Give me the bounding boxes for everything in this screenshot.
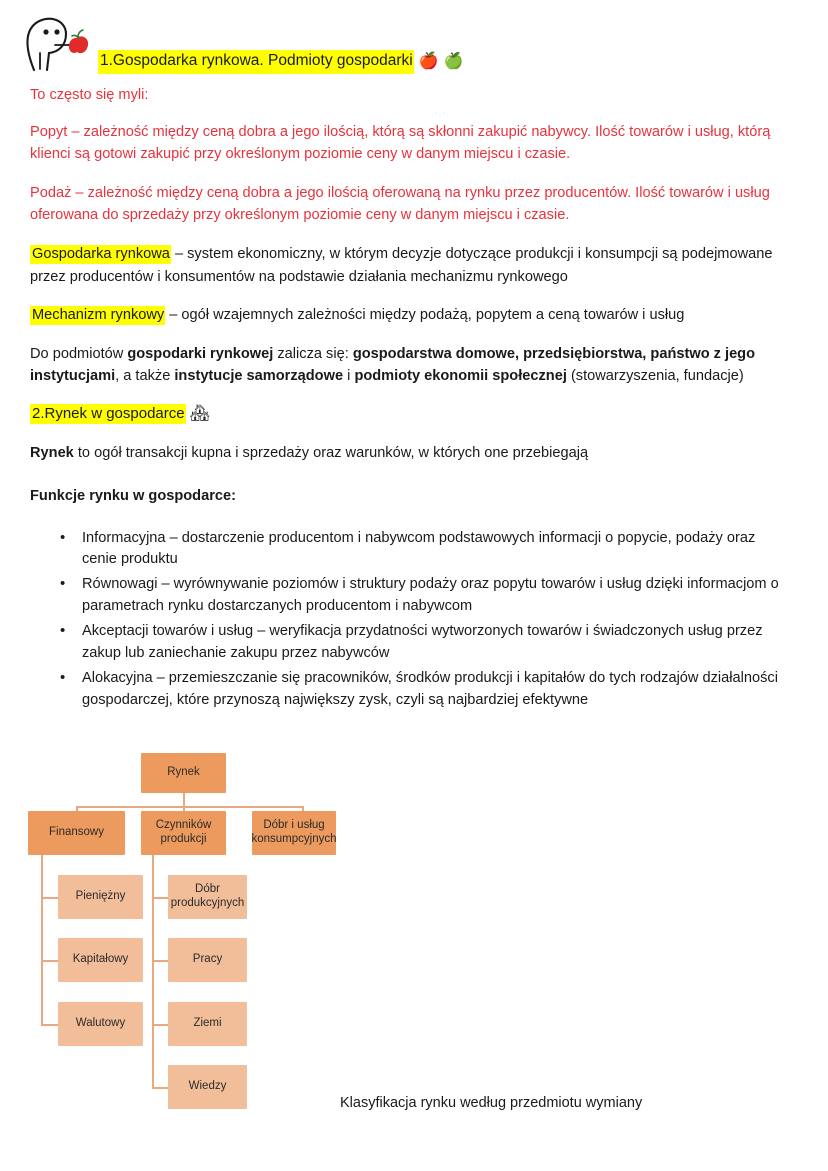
connector xyxy=(152,960,169,962)
page-title-row xyxy=(98,50,464,74)
diagram-node-kapitalowy: Kapitałowy xyxy=(58,938,143,982)
podmioty-text-1: Do podmiotów xyxy=(30,345,128,362)
funkcje-heading-text: Funkcje rynku w gospodarce: xyxy=(30,487,236,504)
podmioty-text-5: (stowarzyszenia, fundacje) xyxy=(566,368,744,385)
green-apple-icon: 🍏 xyxy=(443,52,464,70)
connector xyxy=(152,855,154,1088)
diagram-node-walutowy: Walutowy xyxy=(58,1002,143,1046)
definition-popyt: Popyt – zależność między ceną dobra a jego ilością, którą są skłonni zakupić nabywcy. Ilość towarów i usług, którą klienci są gotowi zakupić przy określonym poziomie ceny w danym miejscu i czasie. xyxy=(30,123,771,163)
paragraph-podmioty xyxy=(30,343,792,388)
bullet-icon: • xyxy=(60,622,66,640)
connector xyxy=(152,1087,169,1089)
diagram-node-finansowy: Finansowy xyxy=(28,811,125,855)
diagram-node-ziemi: Ziemi xyxy=(168,1002,247,1046)
diagram-node-dobr-produkcyjnych: Dóbr produkcyjnych xyxy=(168,875,247,919)
podmioty-bold-1: gospodarki rynkowej xyxy=(127,345,274,362)
list-item xyxy=(60,528,792,572)
podmioty-text-2: zalicza się: xyxy=(273,345,353,362)
section-2-heading-row xyxy=(30,404,792,424)
podmioty-bold-4: podmioty ekonomii społecznej xyxy=(354,368,567,385)
diagram-node-pieniezny: Pieniężny xyxy=(58,875,143,919)
diagram-node-root: Rynek xyxy=(141,753,226,793)
market-classification-diagram xyxy=(0,745,828,1145)
podmioty-text-4: i xyxy=(343,368,355,385)
funkcje-heading xyxy=(30,485,792,508)
term-rynek: Rynek xyxy=(30,445,74,462)
diagram-caption: Klasyfikacja rynku według przedmiotu wymiany xyxy=(340,1095,643,1111)
list-item xyxy=(60,621,792,665)
stick-figure-doodle-icon xyxy=(16,12,96,74)
definition-rynek xyxy=(30,442,792,465)
list-item-label: Alokacyjna – przemieszczanie się pracowników, środków produkcji i kapitałów do tych rodzajów działalności gospodarczej, które przynoszą największy zysk, czyli są najbardziej efektywne xyxy=(82,669,778,708)
term-rynek-body: to ogół transakcji kupna i sprzedaży oraz warunków, w których one przebiegają xyxy=(73,445,589,462)
section-2-heading: 2.Rynek w gospodarce xyxy=(32,405,185,423)
houses-icon: 🏘 xyxy=(189,405,211,423)
bullet-icon: • xyxy=(60,668,66,686)
connector xyxy=(41,960,59,962)
connector xyxy=(152,1024,169,1026)
term-gospodarka-rynkowa: Gospodarka rynkowa xyxy=(32,246,170,263)
diagram-node-pracy: Pracy xyxy=(168,938,247,982)
list-item-label: Akceptacji towarów i usług – weryfikacja przydatności wytworzonych towarów i świadczonych usług przez zakup lub zaniechanie zakupu przez nabywców xyxy=(82,623,763,662)
connector xyxy=(41,897,59,899)
diagram-node-wiedzy: Wiedzy xyxy=(168,1065,247,1109)
definition-podaz: Podaż – zależność między ceną dobra a jego ilością oferowaną na rynku przez producentów. Ilość towarów i usług oferowana do sprzedaży przy określonym poziomie ceny w danym miejscu i czasie. xyxy=(30,184,770,224)
podmioty-text-3: , a także xyxy=(115,368,175,385)
diagram-node-czynnikow-produkcji: Czynników produkcji xyxy=(141,811,226,855)
document-header xyxy=(0,0,828,84)
red-apple-icon: 🍎 xyxy=(418,52,439,70)
term-mechanizm-rynkowy-body: – ogół wzajemnych zależności między podażą, popytem a ceną towarów i usług xyxy=(165,307,685,324)
connector xyxy=(41,1024,59,1026)
term-mechanizm-rynkowy: Mechanizm rynkowy xyxy=(32,307,165,324)
bullet-icon: • xyxy=(60,528,66,546)
list-item-label: Równowagi – wyrównywanie poziomów i struktury podaży oraz popytu towarów i usług dzięki informacjom o parametrach rynku dostarczanych producentom i nabywcom xyxy=(82,576,779,615)
bullet-icon: • xyxy=(60,575,66,593)
connector xyxy=(41,855,43,1025)
intro-lead: To często się myli: xyxy=(30,87,149,103)
list-item xyxy=(60,668,792,712)
list-item xyxy=(60,574,792,618)
definition-mechanizm-rynkowy xyxy=(30,304,792,327)
podmioty-bold-2: gospodarstwa domowe, przedsiębiorstwa, państwo z jego instytucjami xyxy=(30,345,756,385)
definition-gospodarka-rynkowa xyxy=(30,243,792,288)
document-body xyxy=(30,84,792,715)
term-gospodarka-rynkowa-body: – system ekonomiczny, w którym decyzje dotyczące produkcji i konsumpcji są podejmowane przez producentów i konsumentów na podstawie działania mechanizmu rynkowego xyxy=(30,246,773,285)
connector xyxy=(183,793,185,807)
page-title: 1.Gospodarka rynkowa. Podmioty gospodarki xyxy=(98,50,414,74)
list-item-label: Informacyjna – dostarczenie producentom i nabywcom podstawowych informacji o popycie, podaży oraz cenie produktu xyxy=(82,529,756,568)
diagram-node-dobr-i-uslug: Dóbr i usług konsumpcyjnych xyxy=(252,811,336,855)
funkcje-list xyxy=(30,528,792,712)
podmioty-bold-3: instytucje samorządowe xyxy=(174,368,344,385)
connector xyxy=(76,806,303,808)
connector xyxy=(152,897,169,899)
